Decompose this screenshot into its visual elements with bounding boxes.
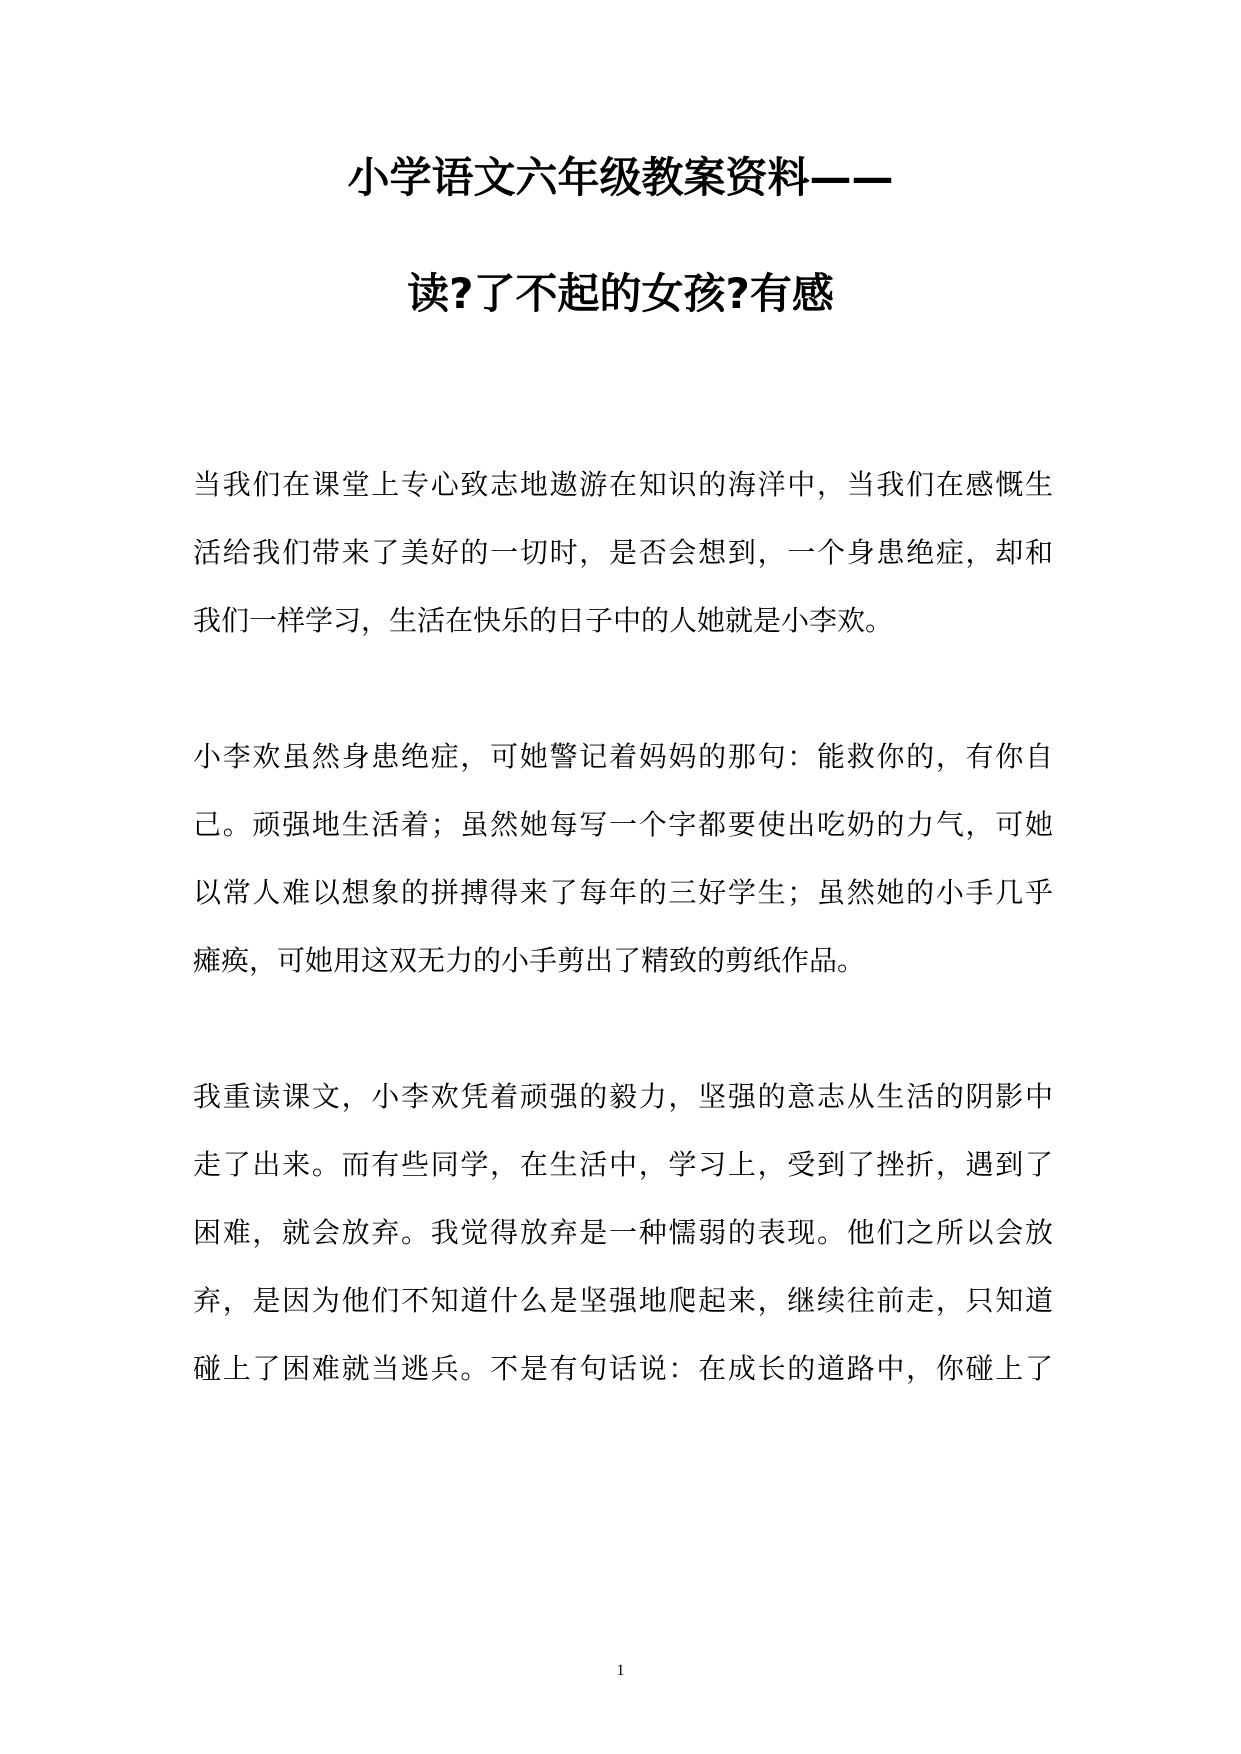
paragraph-3-line-2: 走了出来。而有些同学，在生活中，学习上，受到了挫折，遇到了 bbox=[193, 1148, 1053, 1181]
paragraph-3-line-5: 碰上了困难就当逃兵。不是有句话说：在成长的道路中，你碰上了 bbox=[193, 1352, 1053, 1385]
page-number: 1 bbox=[616, 1662, 625, 1679]
paragraph-2-line-4: 瘫痪，可她用这双无力的小手剪出了精致的剪纸作品。 bbox=[193, 944, 866, 977]
paragraph-2-line-3: 以常人难以想象的拼搏得来了每年的三好学生；虽然她的小手几乎 bbox=[193, 876, 1053, 909]
paragraph-2-line-1: 小李欢虽然身患绝症，可她警记着妈妈的那句：能救你的，有你自 bbox=[193, 740, 1053, 773]
paragraph-2-line-2: 己。顽强地生活着；虽然她每写一个字都要使出吃奶的力气，可她 bbox=[193, 808, 1053, 841]
document-title-line-2: 读?了不起的女孩?有感 bbox=[407, 269, 834, 318]
document-title-line-1: 小学语文六年级教案资料—— bbox=[347, 153, 894, 202]
paragraph-3-line-4: 弃，是因为他们不知道什么是坚强地爬起来，继续往前走，只知道 bbox=[193, 1284, 1053, 1317]
paragraph-3-line-3: 困难，就会放弃。我觉得放弃是一种懦弱的表现。他们之所以会放 bbox=[193, 1216, 1053, 1249]
paragraph-3-line-1: 我重读课文，小李欢凭着顽强的毅力，坚强的意志从生活的阴影中 bbox=[193, 1080, 1053, 1113]
paragraph-1-line-3: 我们一样学习，生活在快乐的日子中的人她就是小李欢。 bbox=[193, 604, 894, 637]
paragraph-1-line-1: 当我们在课堂上专心致志地遨游在知识的海洋中，当我们在感慨生 bbox=[193, 468, 1053, 501]
paragraph-1-line-2: 活给我们带来了美好的一切时，是否会想到，一个身患绝症，却和 bbox=[193, 536, 1053, 569]
